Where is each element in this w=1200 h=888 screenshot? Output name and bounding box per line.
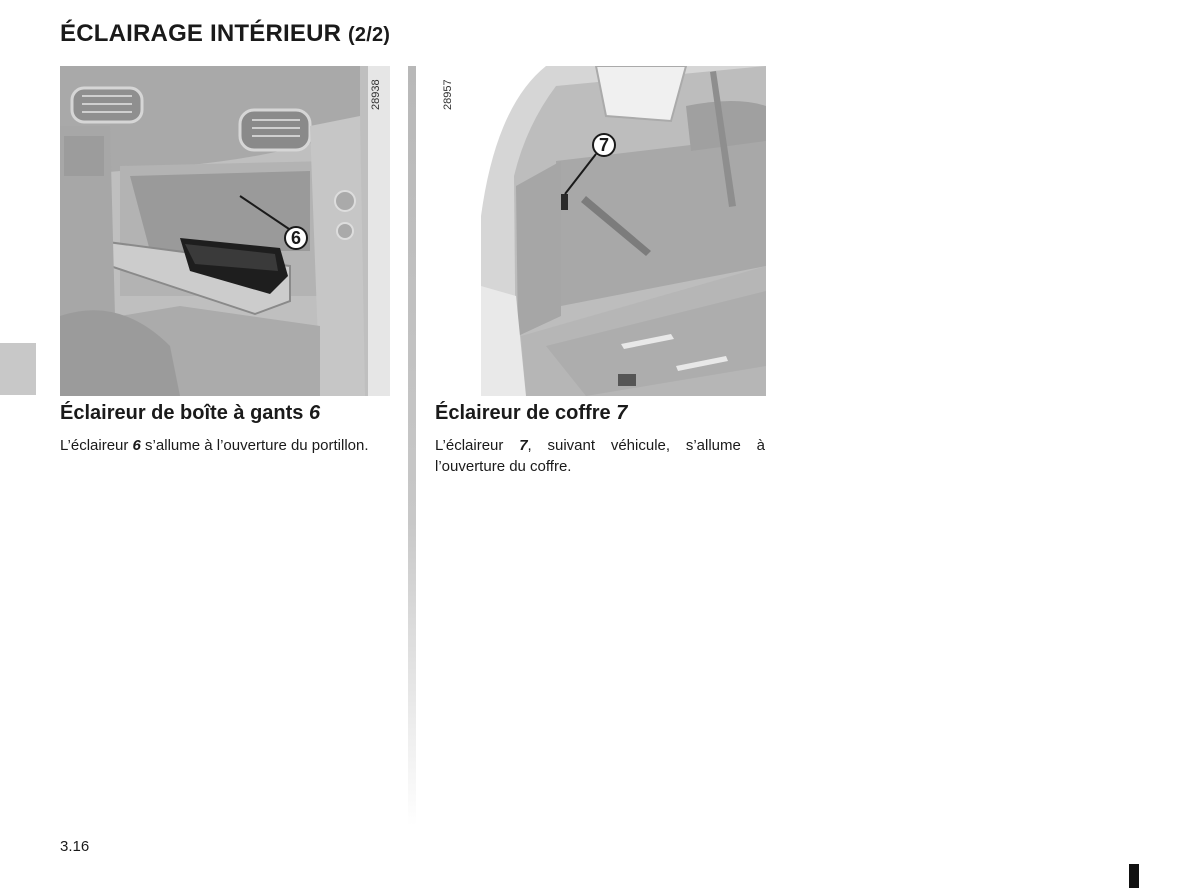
column-divider bbox=[408, 66, 416, 826]
trunk-light-text bbox=[435, 435, 765, 477]
heading-number: 7 bbox=[616, 402, 628, 424]
text-part: L’éclaireur bbox=[60, 437, 133, 454]
text-part: , suivant véhicule, s’allume à l’ouverture du coffre. bbox=[435, 437, 765, 475]
page-title bbox=[60, 20, 390, 48]
text-number: 6 bbox=[132, 437, 141, 454]
heading-text: Éclaireur de boîte à gants bbox=[60, 402, 304, 424]
glove-box-illustration bbox=[60, 66, 390, 396]
chapter-tab bbox=[0, 343, 36, 395]
heading-number: 6 bbox=[308, 402, 321, 424]
corner-mark bbox=[1129, 864, 1139, 888]
heading-text: Éclaireur de coffre bbox=[435, 402, 611, 424]
image-reference-code: 28957 bbox=[442, 79, 454, 110]
page-number: 3.16 bbox=[60, 838, 90, 855]
text-part: L’éclaireur bbox=[435, 437, 520, 454]
trunk-illustration bbox=[436, 66, 766, 396]
callout-7: 7 bbox=[592, 133, 616, 157]
text-number: 7 bbox=[519, 437, 528, 454]
callout-6: 6 bbox=[284, 226, 308, 250]
page-title-suffix: (2/2) bbox=[348, 24, 391, 46]
text-part: s’allume à l’ouverture du portillon. bbox=[140, 437, 369, 454]
glove-box-light-text bbox=[60, 435, 390, 456]
glove-box-light-heading bbox=[60, 402, 320, 425]
image-reference-code: 28938 bbox=[370, 79, 382, 110]
trunk-light-heading bbox=[435, 402, 627, 425]
page-title-main: ÉCLAIRAGE INTÉRIEUR bbox=[60, 20, 342, 47]
